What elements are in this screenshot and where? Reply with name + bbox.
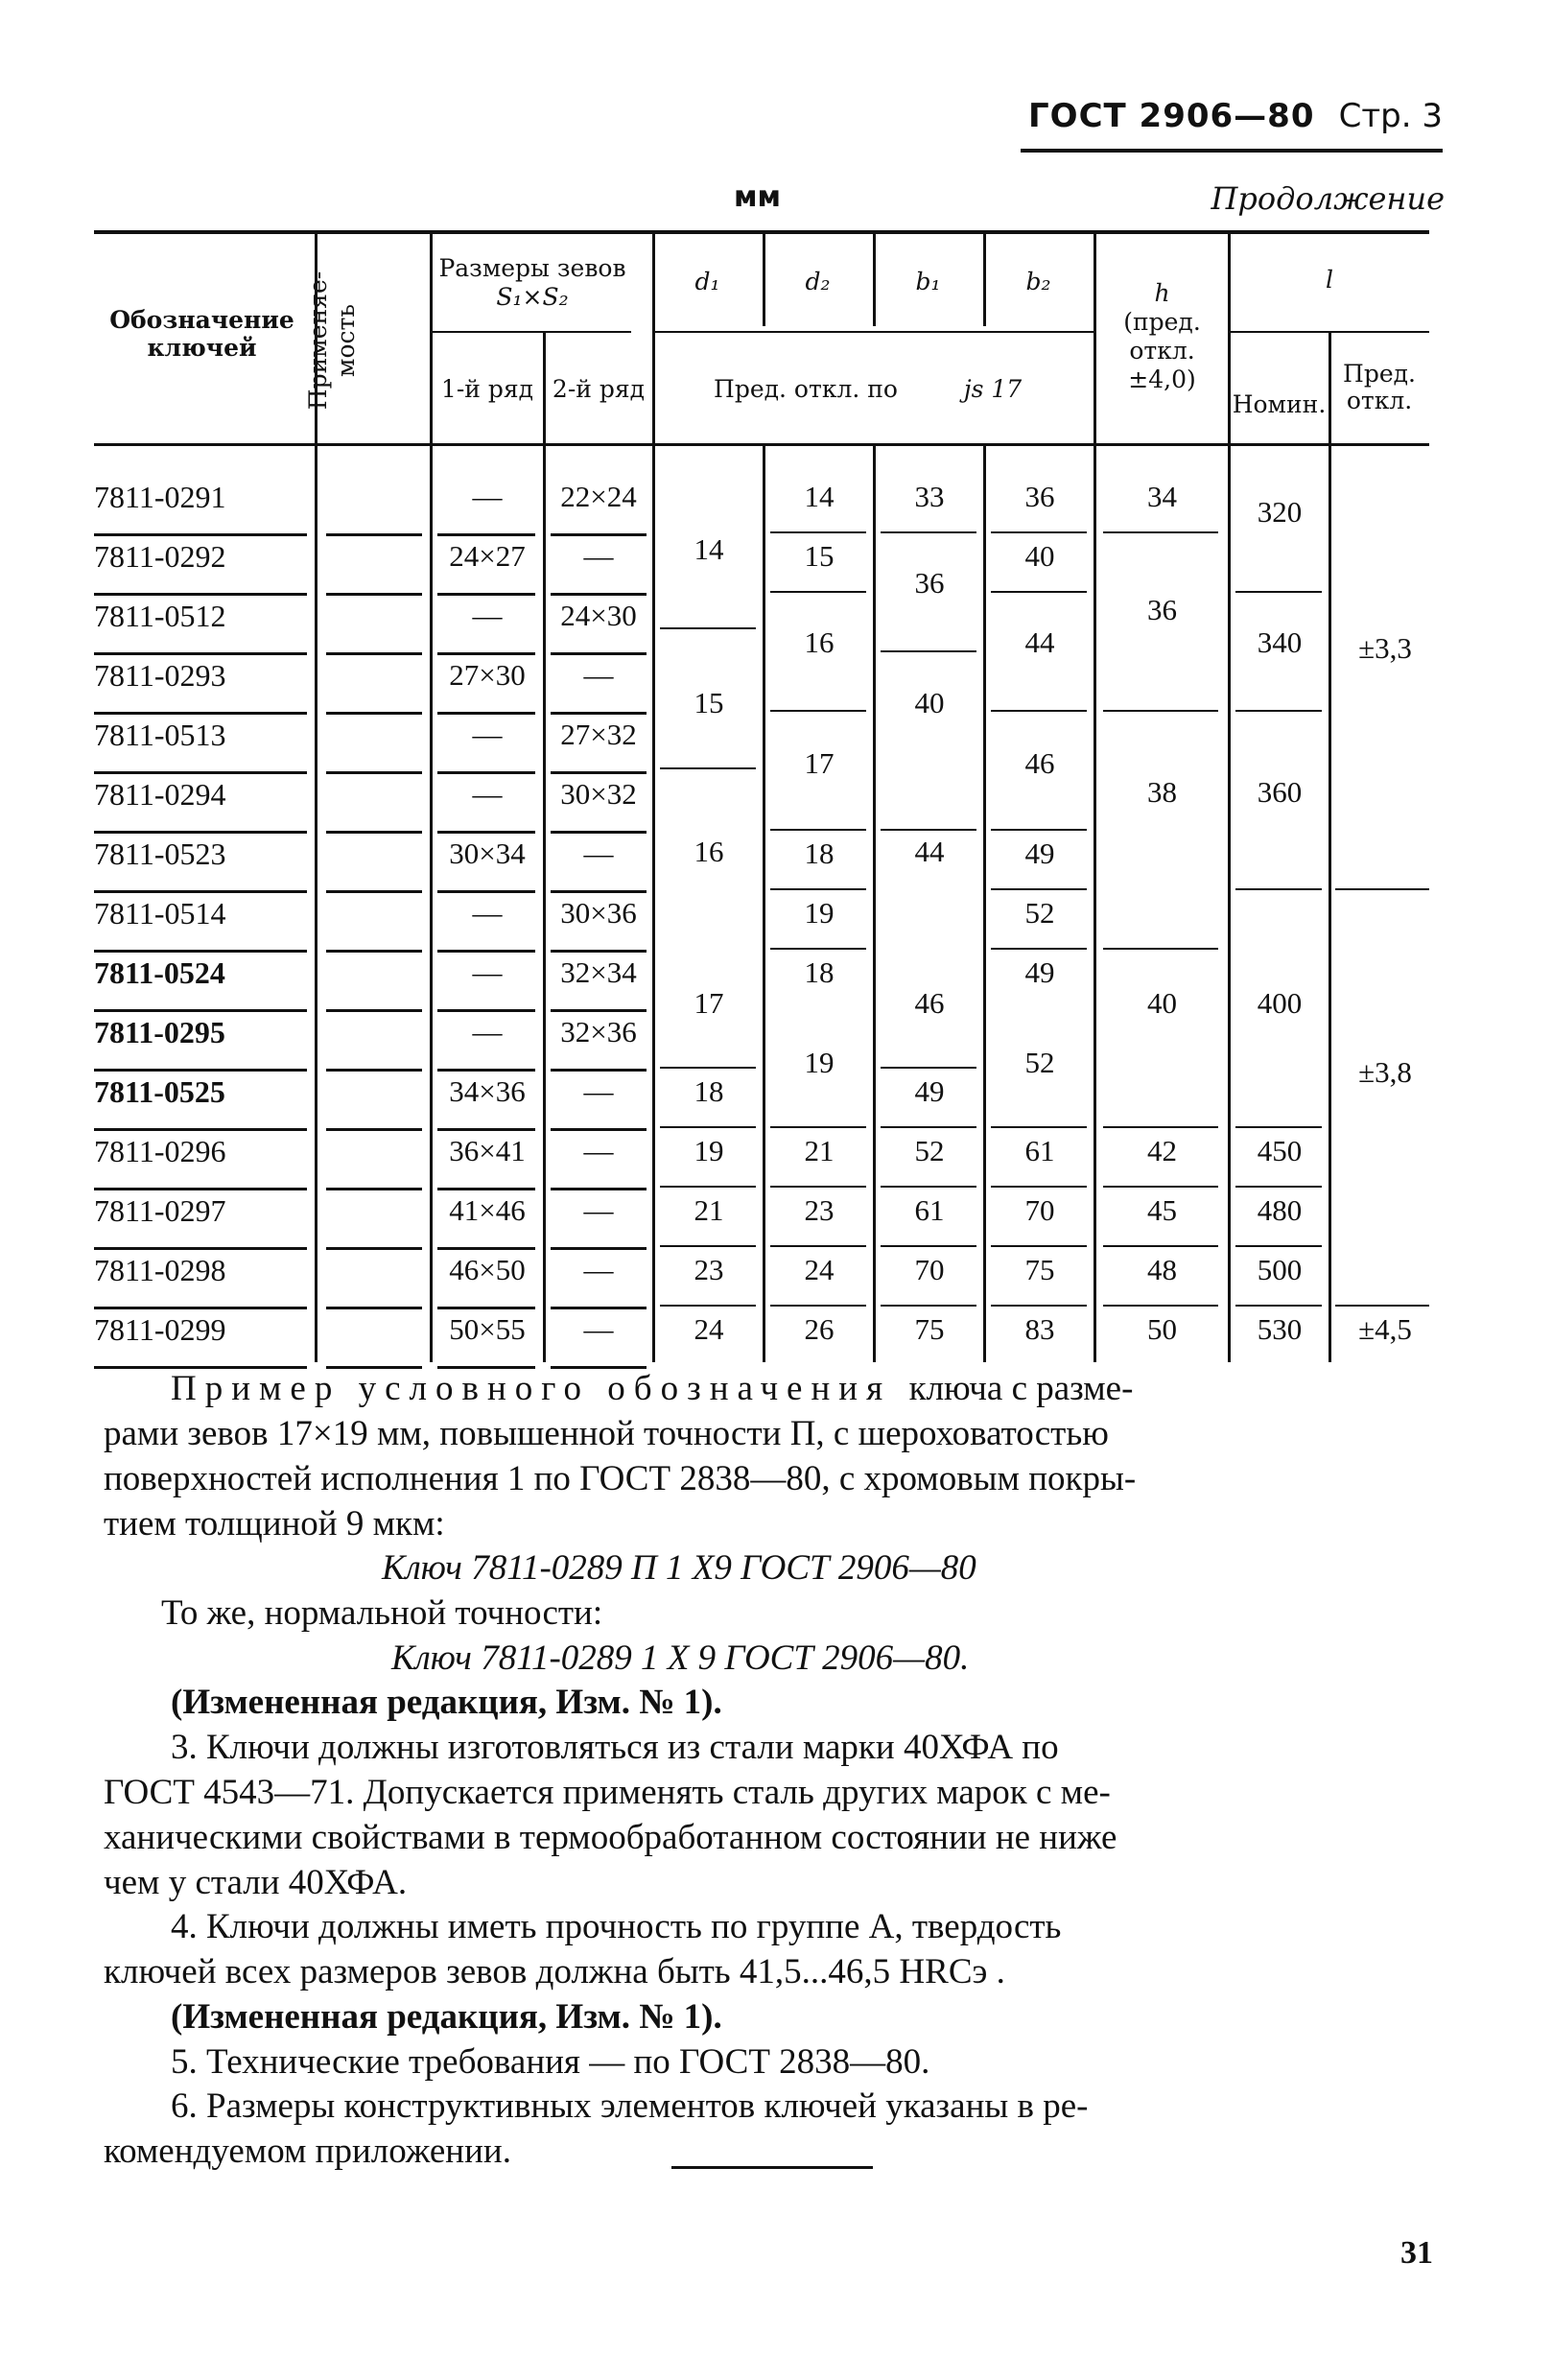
row-separator [437,890,535,893]
d2-cell: 26 [804,1312,835,1346]
row2-cell: 27×32 [560,718,637,751]
row-separator [437,1188,535,1190]
text-line: 3. Ключи должны изготовляться из стали марки 40ХФА по [171,1728,1059,1767]
row-separator [991,591,1087,593]
standard-number: ГОСТ 2906—80 [1028,97,1315,135]
row-separator [881,1186,976,1188]
b2-cell: 61 [1024,1134,1055,1167]
row-separator [881,531,976,533]
row2-cell: — [583,1253,614,1286]
row-separator [94,950,307,953]
row-separator [437,652,535,655]
l-nom-cell: 320 [1257,495,1303,529]
header-d1: d₁ [694,268,720,295]
l-nom-cell: 400 [1257,986,1303,1020]
row-separator [991,1186,1087,1188]
text-line: поверхностей исполнения 1 по ГОСТ 2838—80, с хромовым покры- [104,1459,1137,1498]
header-jaw-sizes: Размеры зевов [438,254,626,282]
designation-cell: 7811-0292 [94,539,226,574]
row-separator [551,1307,647,1309]
header-row2: 2-й ряд [552,375,646,403]
page-label: Стр. 3 [1338,97,1443,135]
header-tolerance-js: js 17 [963,375,1023,403]
designation-cell: 7811-0299 [94,1312,226,1347]
row-separator [1235,1305,1322,1307]
row-separator [1235,888,1322,890]
row1-cell: 46×50 [449,1253,526,1286]
row2-cell: 30×32 [560,777,637,811]
header-d2: d₂ [805,268,831,295]
d1-cell: 16 [694,835,724,868]
row-separator [551,1069,647,1072]
row-separator [660,1245,756,1247]
b2-cell: 44 [1024,625,1055,659]
text-line: ханическими свойствами в термообработанном состоянии не ниже [104,1818,1117,1857]
header-h-note3: ±4,0) [1128,365,1196,393]
row-separator [94,1128,307,1131]
row2-cell: 24×30 [560,599,637,632]
text-line: 4. Ключи должны иметь прочность по группе А, твердость [171,1907,1062,1946]
text-line: 6. Размеры конструктивных элементов ключей указаны в ре- [171,2086,1089,2126]
amendment-note: (Измененная редакция, Изм. № 1). [171,1997,722,2037]
header-applicability: Применяе- мость [304,271,360,411]
row-separator [660,1186,756,1188]
header-jaw-formula: S₁×S₂ [496,283,569,311]
row-separator [326,1009,422,1012]
row-separator [660,627,756,629]
row-separator [770,829,866,831]
row-separator [770,1245,866,1247]
row1-cell: — [472,480,503,513]
designation-cell: 7811-0298 [94,1253,226,1287]
b1-cell: 40 [914,686,945,719]
l-nom-cell: 450 [1257,1134,1303,1167]
b2-cell: 75 [1024,1253,1055,1286]
row-separator [94,1069,307,1072]
h-cell: 38 [1147,775,1177,809]
row1-cell: 36×41 [449,1134,526,1167]
row1-cell: — [472,1015,503,1049]
row-separator [551,533,647,536]
d2-cell: 19 [804,896,835,930]
designation-cell: 7811-0297 [94,1193,226,1228]
row-separator [326,593,422,596]
row-separator [551,712,647,715]
row-separator [881,650,976,652]
row-separator [991,888,1087,890]
row1-cell: 41×46 [449,1193,526,1227]
header-h: h [1154,279,1170,307]
row1-cell: — [472,896,503,930]
row-separator [660,1126,756,1128]
row-separator [770,1305,866,1307]
l-nom-cell: 480 [1257,1193,1303,1227]
page-number: 31 [1400,2235,1433,2271]
l-nom-cell: 500 [1257,1253,1303,1286]
b1-cell: 70 [914,1253,945,1286]
row1-cell: 24×27 [449,539,526,573]
row-separator [991,531,1087,533]
d2-cell: 17 [804,746,835,780]
row-separator [437,771,535,774]
row2-cell: — [583,1074,614,1108]
row-separator [437,712,535,715]
l-dev-cell: ±4,5 [1358,1312,1412,1346]
row2-cell: — [583,1312,614,1346]
row2-cell: — [583,837,614,870]
designation-cell: 7811-0513 [94,718,226,752]
d2-cell: 18 [804,955,835,989]
row-separator [770,948,866,950]
l-nom-cell: 340 [1257,625,1303,659]
d1-cell: 23 [694,1253,724,1286]
designation-cell: 7811-0512 [94,599,226,633]
row-separator [551,652,647,655]
row-separator [326,652,422,655]
row2-cell: — [583,539,614,573]
row2-cell: 22×24 [560,480,637,513]
designation-example-2: Ключ 7811-0289 1 Х 9 ГОСТ 2906—80. [391,1638,970,1678]
row-separator [437,1247,535,1250]
text-line: рами зевов 17×19 мм, повышенной точности П, с шероховатостью [104,1414,1109,1453]
h-cell: 50 [1147,1312,1177,1346]
row-separator [94,1188,307,1190]
row-separator [94,1009,307,1012]
row-separator [660,767,756,769]
row1-cell: — [472,718,503,751]
amendment-note: (Измененная редакция, Изм. № 1). [171,1683,722,1722]
d2-cell: 19 [804,1046,835,1079]
row2-cell: 30×36 [560,896,637,930]
row-separator [326,712,422,715]
row-separator [770,591,866,593]
row-separator [1103,1245,1218,1247]
row-separator [326,890,422,893]
b2-cell: 46 [1024,746,1055,780]
row-separator [326,950,422,953]
row-separator [326,1128,422,1131]
example-spaced: Пример условного обозначения [171,1369,892,1408]
b1-cell: 36 [914,566,945,600]
header-b1: b₁ [915,268,941,295]
text-line: ГОСТ 4543—71. Допускается применять сталь других марок с ме- [104,1773,1111,1812]
row-separator [1335,1305,1429,1307]
row-separator [437,1128,535,1131]
row-separator [991,1245,1087,1247]
row-separator [437,533,535,536]
row1-cell: — [472,777,503,811]
text-line: То же, нормальной точности: [161,1593,603,1633]
row-separator [991,710,1087,712]
row1-cell: — [472,955,503,989]
row-separator [551,831,647,834]
row-separator [94,533,307,536]
designation-cell: 7811-0295 [94,1015,225,1049]
row-separator [326,831,422,834]
row-separator [94,1247,307,1250]
row-separator [770,531,866,533]
designation-cell: 7811-0523 [94,837,226,871]
row2-cell: 32×34 [560,955,637,989]
b1-cell: 61 [914,1193,945,1227]
unit-label: мм [734,180,782,214]
row-separator [660,1305,756,1307]
row-separator [551,1188,647,1190]
d2-cell: 16 [804,625,835,659]
row-separator [94,1307,307,1309]
designation-cell: 7811-0525 [94,1074,225,1109]
l-dev-cell: ±3,3 [1358,631,1412,665]
example-rest: ключа с разме- [908,1369,1134,1408]
row-separator [437,593,535,596]
h-cell: 42 [1147,1134,1177,1167]
row-separator [1235,710,1322,712]
row-separator [326,1069,422,1072]
b2-cell: 36 [1024,480,1055,513]
row-separator [94,593,307,596]
header-h-note2: откл. [1129,337,1195,365]
row-separator [991,829,1087,831]
row-separator [437,1009,535,1012]
row2-cell: — [583,1193,614,1227]
h-cell: 36 [1147,593,1177,626]
b2-cell: 70 [1024,1193,1055,1227]
row-separator [94,831,307,834]
b2-cell: 49 [1024,837,1055,870]
text-line: чем у стали 40ХФА. [104,1863,408,1902]
row-separator [551,771,647,774]
d1-cell: 24 [694,1312,724,1346]
h-cell: 45 [1147,1193,1177,1227]
row1-cell: 30×34 [449,837,526,870]
b2-cell: 49 [1024,955,1055,989]
row-separator [1235,1186,1322,1188]
row-separator [1235,1245,1322,1247]
b2-cell: 83 [1024,1312,1055,1346]
b1-cell: 52 [914,1134,945,1167]
example-line [171,1367,1133,1411]
designation-cell: 7811-0294 [94,777,226,812]
designation-cell: 7811-0296 [94,1134,226,1168]
row-separator [770,1126,866,1128]
row-separator [551,1247,647,1250]
row-separator [326,1247,422,1250]
jaw-header-rule [430,331,631,333]
row-separator [1103,948,1218,950]
d1-cell: 21 [694,1193,724,1227]
b1-cell: 75 [914,1312,945,1346]
d2-cell: 15 [804,539,835,573]
header-b2: b₂ [1025,268,1051,295]
header-row1: 1-й ряд [440,375,534,403]
text-line: 5. Технические требования — по ГОСТ 2838—80. [171,2042,930,2082]
row-separator [881,1245,976,1247]
row1-cell: 27×30 [449,658,526,692]
row-separator [551,1128,647,1131]
row-separator [94,652,307,655]
b2-cell: 40 [1024,539,1055,573]
row2-cell: — [583,1134,614,1167]
row-separator [881,1305,976,1307]
row-separator [326,1188,422,1190]
row2-cell: 32×36 [560,1015,637,1049]
dims-header-rule [652,331,1093,333]
row-separator [881,1126,976,1128]
b1-cell: 44 [914,835,945,868]
row-separator [1335,888,1429,890]
text-line: тием толщиной 9 мкм: [104,1504,445,1543]
row-separator [551,890,647,893]
row1-cell: 34×36 [449,1074,526,1108]
row-separator [437,831,535,834]
header-tolerance: Пред. откл. по [714,375,898,403]
row-separator [1103,1305,1218,1307]
b1-cell: 46 [914,986,945,1020]
row-separator [437,950,535,953]
d1-cell: 19 [694,1134,724,1167]
l-nom-cell: 530 [1257,1312,1303,1346]
row-separator [1103,710,1218,712]
header-l-nom: Номин. [1232,390,1327,418]
d1-cell: 17 [694,986,724,1020]
row1-cell: — [472,599,503,632]
l-dev-cell: ±3,8 [1358,1055,1412,1089]
designation-cell: 7811-0524 [94,955,225,990]
row-separator [94,771,307,774]
b2-cell: 52 [1024,896,1055,930]
b1-cell: 49 [914,1074,945,1108]
d1-cell: 15 [694,686,724,719]
b1-cell: 33 [914,480,945,513]
h-cell: 40 [1147,986,1177,1020]
row-separator [770,888,866,890]
row-separator [437,1307,535,1309]
row-separator [326,533,422,536]
row-separator [991,948,1087,950]
continuation-label: Продолжение [1211,180,1445,217]
h-cell: 48 [1147,1253,1177,1286]
row-separator [1235,591,1322,593]
d2-cell: 21 [804,1134,835,1167]
row-separator [551,950,647,953]
d2-cell: 23 [804,1193,835,1227]
row-separator [1235,1126,1322,1128]
row-separator [1103,531,1218,533]
row-separator [94,712,307,715]
d2-cell: 24 [804,1253,835,1286]
d1-cell: 18 [694,1074,724,1108]
text-line: комендуемом приложении. [104,2132,511,2171]
d2-cell: 14 [804,480,835,513]
row-separator [551,1009,647,1012]
header-h-note1: (пред. [1123,308,1201,336]
d2-cell: 18 [804,837,835,870]
b2-cell: 52 [1024,1046,1055,1079]
h-cell: 34 [1147,480,1177,513]
end-rule [671,2166,873,2169]
row-separator [1103,1186,1218,1188]
row2-cell: — [583,658,614,692]
row-separator [326,1307,422,1309]
header-l: l [1326,266,1333,294]
text-line: ключей всех размеров зевов должна быть 41,5...46,5 HRCэ . [104,1952,1005,1991]
col-line [652,230,655,1362]
row-separator [551,593,647,596]
row1-cell: 50×55 [449,1312,526,1346]
designation-cell: 7811-0291 [94,480,226,514]
designation-cell: 7811-0514 [94,896,226,931]
header-l-dev2: откл. [1346,387,1413,414]
row-separator [1103,1126,1218,1128]
row-separator [881,1067,976,1069]
row-separator [881,829,976,831]
row-separator [660,1067,756,1069]
designation-example-1: Ключ 7811-0289 П 1 Х9 ГОСТ 2906—80 [382,1548,976,1588]
header-l-dev1: Пред. [1343,360,1416,388]
designation-cell: 7811-0293 [94,658,226,693]
row-separator [991,1126,1087,1128]
row-separator [437,1069,535,1072]
header-designation: Обозначение ключей [109,306,294,362]
d1-cell: 14 [694,532,724,566]
row-separator [770,1186,866,1188]
row-separator [326,771,422,774]
row-separator [991,1305,1087,1307]
l-nom-cell: 360 [1257,775,1303,809]
row-separator [770,710,866,712]
row-separator [94,890,307,893]
col-line [1329,331,1331,1362]
